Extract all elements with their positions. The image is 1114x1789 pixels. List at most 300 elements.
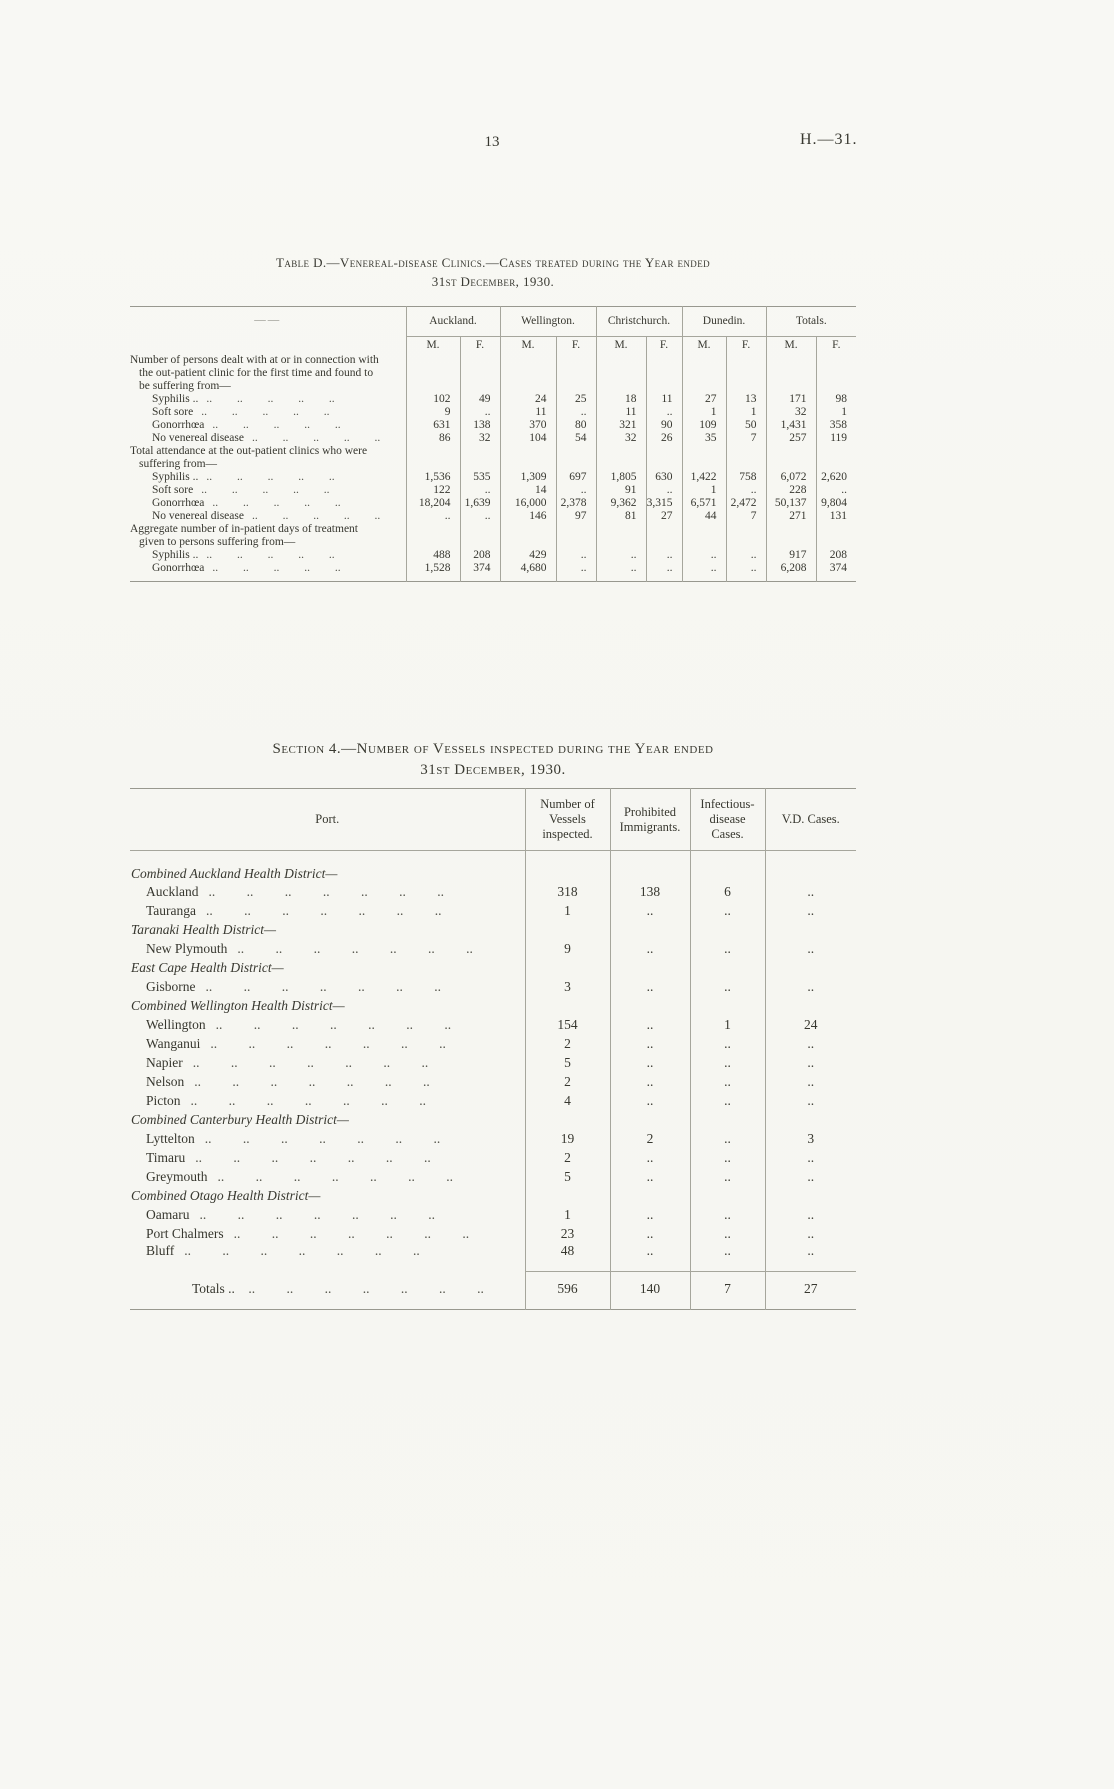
infectious-disease-cases-cell — [690, 958, 765, 977]
port-cell — [130, 920, 525, 939]
value-cell — [726, 354, 766, 393]
leader-dots: .. .. .. .. .. — [201, 483, 330, 496]
vd-cases-cell — [765, 1110, 856, 1129]
port-row — [130, 1167, 856, 1186]
row-label-cell — [130, 549, 406, 562]
prohibited-immigrants-cell: .. — [610, 1091, 690, 1110]
district-label: Combined Wellington Health District— — [131, 997, 345, 1013]
table-row — [130, 484, 856, 497]
value-cell: 697 — [556, 471, 596, 484]
value-cell — [460, 445, 500, 471]
leader-dots: .. .. .. .. .. .. .. — [233, 1225, 470, 1241]
port-label: Picton — [146, 1092, 181, 1108]
table-d-city-header-row — [130, 307, 856, 337]
vd-cases-cell: .. — [765, 1243, 856, 1272]
leader-dots: .. .. .. .. .. .. .. — [237, 940, 473, 956]
city-header-auckland: Auckland. — [406, 307, 500, 337]
value-cell — [646, 523, 682, 549]
prohibited-immigrants-cell: 2 — [610, 1129, 690, 1148]
value-cell: 86 — [406, 432, 460, 445]
value-cell: 7 — [726, 510, 766, 523]
port-label: Nelson — [146, 1073, 185, 1089]
value-cell: 271 — [766, 510, 816, 523]
port-cell — [130, 1186, 525, 1205]
value-cell: 208 — [816, 549, 856, 562]
vd-cases-cell — [765, 1186, 856, 1205]
value-cell: .. — [596, 549, 646, 562]
value-cell: 27 — [682, 393, 726, 406]
value-cell: 102 — [406, 393, 460, 406]
prohibited-immigrants-cell: .. — [610, 1243, 690, 1272]
leader-dots: .. .. .. .. .. — [206, 548, 335, 561]
port-label: Wellington — [146, 1016, 206, 1032]
vd-cases-column-header: V.D. Cases. — [765, 789, 856, 851]
value-cell: 321 — [596, 419, 646, 432]
value-cell: 11 — [596, 406, 646, 419]
value-cell: 1,528 — [406, 562, 460, 582]
district-label: Taranaki Health District— — [131, 921, 277, 937]
infectious-disease-column-header: Infectious-disease Cases. — [690, 789, 765, 851]
row-label-cell — [130, 471, 406, 484]
vessels-inspected-cell: 2 — [525, 1034, 610, 1053]
row-label-cell — [130, 354, 406, 393]
vessels-inspected-cell — [525, 1110, 610, 1129]
value-cell: 3,315 — [646, 497, 682, 510]
section-header-row — [130, 354, 856, 393]
prohibited-immigrants-cell — [610, 996, 690, 1015]
value-cell: 122 — [406, 484, 460, 497]
value-cell — [682, 354, 726, 393]
vessels-inspected-cell: 2 — [525, 1072, 610, 1091]
sex-header-cell: F. — [726, 337, 766, 354]
value-cell: 50,137 — [766, 497, 816, 510]
vessels-header-row — [130, 789, 856, 851]
table-d-title — [130, 253, 856, 291]
value-cell: 358 — [816, 419, 856, 432]
prohibited-immigrants-cell: .. — [610, 1205, 690, 1224]
table-row — [130, 549, 856, 562]
value-cell: 32 — [460, 432, 500, 445]
vessels-inspected-cell — [525, 851, 610, 883]
stub-mark: —— — [254, 314, 282, 326]
leader-dots: .. .. .. .. .. .. .. — [206, 902, 442, 918]
value-cell: .. — [556, 549, 596, 562]
value-cell: 257 — [766, 432, 816, 445]
value-cell: .. — [596, 562, 646, 582]
value-cell: 32 — [596, 432, 646, 445]
value-cell: 26 — [646, 432, 682, 445]
value-cell: .. — [556, 406, 596, 419]
value-cell: 109 — [682, 419, 726, 432]
value-cell — [766, 523, 816, 549]
value-cell: 2,472 — [726, 497, 766, 510]
port-cell — [130, 901, 525, 920]
vd-cases-cell — [765, 996, 856, 1015]
district-group-row — [130, 1110, 856, 1129]
value-cell: .. — [556, 484, 596, 497]
value-cell: 758 — [726, 471, 766, 484]
section-label: Number of persons dealt with at or in connection with the out-patient clinic for the first time and found to be suffering from— — [130, 353, 379, 392]
city-header-totals: Totals. — [766, 307, 856, 337]
district-group-row — [130, 1186, 856, 1205]
leader-dots: .. .. .. .. .. .. .. — [204, 1130, 441, 1146]
prohibited-immigrants-cell: .. — [610, 901, 690, 920]
vessels-inspected-cell: 1 — [525, 1205, 610, 1224]
value-cell: 171 — [766, 393, 816, 406]
prohibited-immigrants-cell: .. — [610, 1148, 690, 1167]
port-row — [130, 901, 856, 920]
port-cell — [130, 1129, 525, 1148]
leader-dots: .. .. .. .. .. .. .. — [192, 1054, 429, 1070]
section-header-row — [130, 445, 856, 471]
totals-label: Totals .. — [192, 1280, 235, 1296]
value-cell: 1,805 — [596, 471, 646, 484]
infectious-disease-cases-cell: .. — [690, 1205, 765, 1224]
totals-row — [130, 1272, 856, 1310]
value-cell: .. — [646, 406, 682, 419]
value-cell: 14 — [500, 484, 556, 497]
table-d-title-line2: 31st December, 1930. — [431, 274, 555, 289]
value-cell — [596, 523, 646, 549]
table-row — [130, 432, 856, 445]
totals-vd-cases: 27 — [765, 1272, 856, 1310]
totals-infectious-disease-cases: 7 — [690, 1272, 765, 1310]
value-cell — [556, 445, 596, 471]
infectious-disease-cases-cell — [690, 851, 765, 883]
row-label: Soft sore — [152, 405, 194, 418]
port-cell — [130, 958, 525, 977]
row-label-cell — [130, 406, 406, 419]
row-label-cell — [130, 432, 406, 445]
row-label: Gonorrhœa — [152, 418, 205, 431]
infectious-disease-cases-cell: 1 — [690, 1015, 765, 1034]
value-cell: .. — [726, 562, 766, 582]
leader-dots: .. .. .. .. .. .. .. — [208, 883, 444, 899]
row-label: Syphilis .. — [152, 470, 199, 483]
table-row — [130, 510, 856, 523]
port-row — [130, 1053, 856, 1072]
infectious-disease-cases-cell: .. — [690, 1034, 765, 1053]
value-cell: 32 — [766, 406, 816, 419]
value-cell: 97 — [556, 510, 596, 523]
value-cell: .. — [556, 562, 596, 582]
port-cell — [130, 1148, 525, 1167]
vessels-inspected-cell: 3 — [525, 977, 610, 996]
vessels-inspected-cell: 5 — [525, 1053, 610, 1072]
value-cell: 535 — [460, 471, 500, 484]
vd-cases-cell: .. — [765, 977, 856, 996]
vd-cases-cell: .. — [765, 1224, 856, 1243]
value-cell: 228 — [766, 484, 816, 497]
port-label: Port Chalmers — [146, 1225, 224, 1241]
value-cell: 1 — [682, 484, 726, 497]
port-row — [130, 1015, 856, 1034]
infectious-disease-cases-cell: .. — [690, 1053, 765, 1072]
value-cell: .. — [682, 549, 726, 562]
vessels-inspected-cell: 318 — [525, 882, 610, 901]
leader-dots: .. .. .. .. .. — [206, 392, 335, 405]
infectious-disease-cases-cell: .. — [690, 1091, 765, 1110]
port-row — [130, 939, 856, 958]
value-cell: 9,804 — [816, 497, 856, 510]
row-label-cell — [130, 393, 406, 406]
value-cell: 1,431 — [766, 419, 816, 432]
value-cell — [766, 354, 816, 393]
city-header-christchurch: Christchurch. — [596, 307, 682, 337]
vessels-inspected-cell: 4 — [525, 1091, 610, 1110]
vessels-inspected-column-header: Number of Vessels inspected. — [525, 789, 610, 851]
infectious-disease-cases-cell: .. — [690, 1167, 765, 1186]
value-cell: 18,204 — [406, 497, 460, 510]
vessels-inspected-cell — [525, 1186, 610, 1205]
sex-header-cell: M. — [682, 337, 726, 354]
prohibited-immigrants-cell: .. — [610, 939, 690, 958]
port-cell — [130, 1053, 525, 1072]
row-label-cell — [130, 484, 406, 497]
infectious-disease-cases-cell — [690, 996, 765, 1015]
value-cell: 2,620 — [816, 471, 856, 484]
vessels-inspected-cell — [525, 920, 610, 939]
prohibited-immigrants-cell: .. — [610, 977, 690, 996]
vd-cases-cell — [765, 958, 856, 977]
value-cell — [406, 354, 460, 393]
value-cell: 91 — [596, 484, 646, 497]
leader-dots: .. .. .. .. .. .. .. — [195, 1149, 431, 1165]
port-cell — [130, 1034, 525, 1053]
district-label: East Cape Health District— — [131, 959, 284, 975]
sex-header-cell: F. — [460, 337, 500, 354]
vd-cases-cell: .. — [765, 901, 856, 920]
row-label: Soft sore — [152, 483, 194, 496]
district-group-row — [130, 996, 856, 1015]
value-cell — [556, 523, 596, 549]
value-cell: 917 — [766, 549, 816, 562]
port-row — [130, 1129, 856, 1148]
value-cell — [646, 445, 682, 471]
port-column-header: Port. — [130, 789, 525, 851]
value-cell — [460, 523, 500, 549]
leader-dots: .. .. .. .. .. — [251, 509, 381, 522]
value-cell — [460, 354, 500, 393]
value-cell: 208 — [460, 549, 500, 562]
value-cell: .. — [726, 484, 766, 497]
value-cell: .. — [816, 484, 856, 497]
value-cell: .. — [682, 562, 726, 582]
value-cell — [816, 523, 856, 549]
port-cell — [130, 1110, 525, 1129]
value-cell: 1 — [682, 406, 726, 419]
vd-cases-cell: .. — [765, 882, 856, 901]
vd-cases-cell: .. — [765, 939, 856, 958]
value-cell: 631 — [406, 419, 460, 432]
leader-dots: .. .. .. .. .. .. .. — [217, 1168, 453, 1184]
row-label: No venereal disease — [152, 431, 244, 444]
infectious-disease-cases-cell: .. — [690, 1148, 765, 1167]
vessels-inspected-cell: 5 — [525, 1167, 610, 1186]
value-cell: 13 — [726, 393, 766, 406]
value-cell: .. — [460, 510, 500, 523]
value-cell: 18 — [596, 393, 646, 406]
port-label: Wanganui — [146, 1035, 201, 1051]
vd-cases-cell: 3 — [765, 1129, 856, 1148]
value-cell: 6,571 — [682, 497, 726, 510]
document-reference: H.—31. — [800, 131, 858, 148]
value-cell: .. — [646, 562, 682, 582]
vd-cases-cell — [765, 851, 856, 883]
value-cell: .. — [460, 484, 500, 497]
port-cell — [130, 1224, 525, 1243]
vessels-inspected-cell: 48 — [525, 1243, 610, 1272]
value-cell: 44 — [682, 510, 726, 523]
port-cell — [130, 851, 525, 883]
port-label: Lyttelton — [146, 1130, 195, 1146]
leader-dots: .. .. .. .. .. .. .. — [194, 1073, 430, 1089]
prohibited-immigrants-cell: .. — [610, 1167, 690, 1186]
value-cell — [500, 523, 556, 549]
port-cell — [130, 1243, 525, 1272]
prohibited-immigrants-cell: 138 — [610, 882, 690, 901]
value-cell — [646, 354, 682, 393]
district-label: Combined Canterbury Health District— — [131, 1111, 349, 1127]
value-cell: 370 — [500, 419, 556, 432]
city-header-dunedin: Dunedin. — [682, 307, 766, 337]
value-cell: 429 — [500, 549, 556, 562]
value-cell: 104 — [500, 432, 556, 445]
value-cell — [682, 445, 726, 471]
value-cell: 9 — [406, 406, 460, 419]
value-cell: 7 — [726, 432, 766, 445]
vd-cases-cell: .. — [765, 1167, 856, 1186]
value-cell — [726, 523, 766, 549]
leader-dots: .. .. .. .. .. .. .. — [210, 1035, 446, 1051]
port-cell — [130, 1015, 525, 1034]
port-label: Tauranga — [146, 902, 197, 918]
value-cell — [816, 445, 856, 471]
sex-header-cell: F. — [646, 337, 682, 354]
prohibited-immigrants-cell — [610, 851, 690, 883]
value-cell: 138 — [460, 419, 500, 432]
infectious-disease-cases-cell: 6 — [690, 882, 765, 901]
value-cell: 2,378 — [556, 497, 596, 510]
sex-header-cell: F. — [556, 337, 596, 354]
leader-dots: .. .. .. .. .. — [251, 431, 381, 444]
vessels-inspected-table — [130, 788, 856, 1310]
vd-cases-cell: .. — [765, 1091, 856, 1110]
prohibited-immigrants-column-header: Prohibited Immigrants. — [610, 789, 690, 851]
prohibited-immigrants-cell — [610, 1186, 690, 1205]
port-label: Bluff — [146, 1243, 175, 1259]
venereal-disease-clinics-table — [130, 306, 856, 582]
value-cell: 54 — [556, 432, 596, 445]
port-row — [130, 977, 856, 996]
vd-cases-cell — [765, 920, 856, 939]
table-row — [130, 471, 856, 484]
vessels-inspected-cell: 9 — [525, 939, 610, 958]
value-cell — [406, 445, 460, 471]
value-cell: 6,208 — [766, 562, 816, 582]
sex-header-cell: M. — [596, 337, 646, 354]
value-cell — [596, 445, 646, 471]
leader-dots: .. .. .. .. .. .. .. — [248, 1280, 484, 1296]
section-header-row — [130, 523, 856, 549]
value-cell: 11 — [646, 393, 682, 406]
sex-header-cell: M. — [406, 337, 460, 354]
infectious-disease-cases-cell: .. — [690, 1129, 765, 1148]
value-cell: 9,362 — [596, 497, 646, 510]
table-row — [130, 393, 856, 406]
value-cell: 1 — [816, 406, 856, 419]
table-row — [130, 497, 856, 510]
value-cell: .. — [646, 484, 682, 497]
value-cell: 16,000 — [500, 497, 556, 510]
infectious-disease-cases-cell: .. — [690, 901, 765, 920]
row-label-cell — [130, 523, 406, 549]
port-label: Auckland — [146, 883, 199, 899]
row-label-cell — [130, 497, 406, 510]
prohibited-immigrants-cell — [610, 958, 690, 977]
district-group-row — [130, 920, 856, 939]
infectious-disease-cases-cell — [690, 1110, 765, 1129]
sex-header-cell: M. — [500, 337, 556, 354]
leader-dots: .. .. .. .. .. — [212, 418, 341, 431]
table-d-title-line1: Table D.—Venereal-disease Clinics.—Cases treated during the Year ended — [275, 255, 711, 270]
port-label: Napier — [146, 1054, 183, 1070]
prohibited-immigrants-cell: .. — [610, 1015, 690, 1034]
port-label: New Plymouth — [146, 940, 228, 956]
port-label: Oamaru — [146, 1206, 190, 1222]
value-cell — [766, 445, 816, 471]
vessels-inspected-cell: 154 — [525, 1015, 610, 1034]
port-cell — [130, 1091, 525, 1110]
infectious-disease-cases-cell: .. — [690, 1224, 765, 1243]
leader-dots: .. .. .. .. .. .. .. — [205, 978, 441, 994]
port-cell — [130, 1072, 525, 1091]
section-4-title-line2: 31st December, 1930. — [420, 762, 566, 778]
leader-dots: .. .. .. .. .. — [212, 561, 341, 574]
value-cell: .. — [726, 549, 766, 562]
table-row — [130, 562, 856, 582]
sex-header-cell: M. — [766, 337, 816, 354]
vessels-inspected-cell: 19 — [525, 1129, 610, 1148]
port-cell — [130, 977, 525, 996]
value-cell: .. — [646, 549, 682, 562]
value-cell: 24 — [500, 393, 556, 406]
leader-dots: .. .. .. .. .. — [206, 470, 335, 483]
infectious-disease-cases-cell: .. — [690, 1243, 765, 1272]
row-label: No venereal disease — [152, 509, 244, 522]
row-label-cell — [130, 419, 406, 432]
district-group-row — [130, 851, 856, 883]
port-row — [130, 1205, 856, 1224]
value-cell: 131 — [816, 510, 856, 523]
row-label: Syphilis .. — [152, 548, 199, 561]
leader-dots: .. .. .. .. .. — [201, 405, 330, 418]
value-cell: 27 — [646, 510, 682, 523]
section-label: Aggregate number of in-patient days of treatment given to persons suffering from— — [130, 522, 359, 548]
port-row — [130, 1243, 856, 1272]
value-cell: 35 — [682, 432, 726, 445]
prohibited-immigrants-cell — [610, 920, 690, 939]
value-cell — [726, 445, 766, 471]
port-cell — [130, 882, 525, 901]
value-cell — [816, 354, 856, 393]
value-cell: 1,309 — [500, 471, 556, 484]
infectious-disease-cases-cell: .. — [690, 977, 765, 996]
value-cell — [406, 523, 460, 549]
prohibited-immigrants-cell: .. — [610, 1034, 690, 1053]
port-cell — [130, 996, 525, 1015]
row-label-cell — [130, 445, 406, 471]
